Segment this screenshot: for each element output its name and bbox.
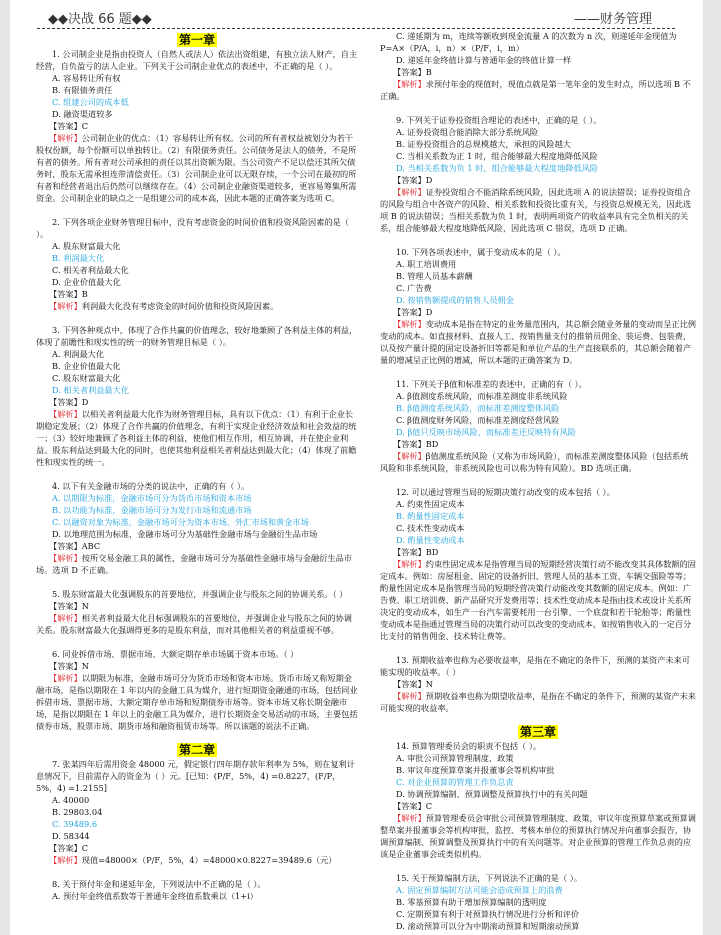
left-column: [36, 32, 358, 902]
right-column: [380, 30, 696, 932]
question-3: [36, 324, 358, 468]
question-15: [380, 872, 696, 932]
option-d: D. 按销售额提成的销售人员佣金: [396, 295, 514, 305]
explanation: 【解析】公司制企业的优点：（1）容易转让所有权。公司的所有者权益被划分为若干股权份额，每个份额可以单独转让。（2）有限债务责任。公司债务是法人的债务，不是所有者的债务。所有者对公司承担的责任以其出资额为限。当公司资产不足以偿还其所欠债务时，股东无需承担连带清偿责任。（3）公司制企业可以无限存续，一个公司在最初的所有者和经营者退出后仍然可以继续存在。（4）公司制企业融资渠道较多，更容易筹集所需资金。公司制企业的缺点之一是组建公司的成本高，因此本题的正确答案为选项 C。: [36, 133, 357, 203]
answer: 【答案】ABC: [49, 541, 101, 551]
option-a: A. 预付年金终值系数等于普通年金终值系数乘以（1+i）: [52, 891, 258, 901]
explanation: 【解析】β值测度系统风险（又称为市场风险），而标准差测度整体风险（包括系统风险和非系统风险，非系统风险也可以称为特有风险）。BD 选项正确。: [380, 451, 689, 473]
answer: 【答案】D: [49, 397, 89, 407]
explanation: 【解析】约束性固定成本是指管理当局的短期经营决策行动不能改变其具体数额的固定成本。例如：房屋租金、固定的设备折旧、管理人员的基本工资、车辆交强险等等；酌量性固定成本是指管理当局的短期经营决策行动能改变其数额的固定成本。例如：广告费、职工培训费、新产品研究开发费用等；技术性变动成本是指由技术或设计关系所决定的变动成本，如生产一台汽车需要耗用一台引擎、一个底盘和若干轮胎等；酌量性变动成本是指通过管理当局的决策行动可以改变的变动成本，如按销售收入的一定百分比支付的销售佣金、技术转让费等。: [380, 559, 696, 641]
question-11: [380, 378, 696, 474]
option-b: B. 酌量性固定成本: [396, 511, 465, 521]
explanation: 【解析】以相关者利益最大化作为财务管理目标，具有以下优点：（1）有利于企业长期稳定发展；（2）体现了合作共赢的价值理念，有利于实现企业经济效益和社会效益的统一；（3）较好地兼顾了各利益主体的利益，使他们相互作用，相互协调，并在使企业利益、股东利益达到最大化的同时，也使其他利益相关者利益达到最大化；（4）体现了前瞻性和现实性的统一。: [36, 409, 357, 467]
option-c: C. 定期预算有利于对预算执行情况进行分析和评价: [396, 909, 580, 919]
explanation: 【解析】按所交易金融工具的属性，金融市场可分为基础性金融市场与金融衍生品市场。选项 D 不正确。: [36, 553, 352, 575]
explanation: 【解析】变动成本是指在特定的业务量范围内，其总额会随业务量的变动而呈正比例变动的成本。如直接材料、直接人工、按销售量支付的推销员佣金、装运费、包装费，以及按产量计提的固定设备折旧等都是和单位产品的生产直接联系的，其总额会随着产量的增减呈正比例的增减，所以本题的正确答案为 D。: [380, 319, 696, 365]
option-d: D. 58344: [52, 831, 90, 841]
answer: 【答案】BD: [393, 547, 439, 557]
question-12: [380, 486, 696, 642]
question-stem: 8. 关于预付年金和递延年金，下列说法中不正确的是（ ）。: [52, 879, 266, 889]
option-d: D. 酌量性变动成本: [396, 535, 465, 545]
answer: 【答案】D: [393, 175, 433, 185]
question-14: [380, 740, 696, 860]
answer: 【答案】N: [393, 679, 433, 689]
page-gutter: [703, 0, 712, 935]
option-d: D. 相关者利益最大化: [52, 385, 129, 395]
explanation: 【解析】相关者利益最大化目标强调股东的首要地位，并强调企业与股东之间的协调关系。股东财富最大化强调得更多的是股东利益，而对其他相关者的利益重视不够。: [36, 613, 352, 635]
question-stem: 15. 关于预算编制方法，下列说法不正确的是（ ）。: [396, 873, 583, 883]
header-title: ◆◆决战 66 题◆◆: [48, 12, 152, 27]
option-b: B. 管理人员基本薪酬: [396, 271, 473, 281]
question-7: [36, 758, 358, 866]
option-b: B. 零基预算有助于增加预算编制的透明度: [396, 897, 547, 907]
option-c: C. 相关者利益最大化: [52, 265, 129, 275]
question-stem: 2. 下列各项企业财务管理目标中，没有考虑资金的时间价值和投资风险因素的是（ ）。: [36, 217, 349, 239]
option-a: A. 容易转让所有权: [52, 73, 121, 83]
question-stem: 7. 张某四年后需用资金 48000 元，假定银行四年期存款年利率为 5%，则在复利计息情况下，目前需存入的资金为（ ）元。[已知：(P/F，5%，4) =0.8227，(F/P，5%，4) =1.2155]: [36, 759, 355, 793]
option-b: B. β值测度系统风险，而标准差测度整体风险: [396, 403, 560, 413]
option-b: B. 审议年度预算草案并报董事会等机构审批: [396, 765, 555, 775]
question-1: [36, 48, 358, 204]
option-a: A. 利润最大化: [52, 349, 105, 359]
option-b: B. 利润最大化: [52, 253, 105, 263]
chapter-heading: 第三章: [519, 725, 556, 739]
option-b: B. 证券投资组合的总规模越大，承担的风险越大: [396, 139, 571, 149]
option-a: A. β值测度系统风险，而标准差测度非系统风险: [396, 391, 568, 401]
option-a: A. 固定预算编制方法可能会造成预算上的浪费: [396, 885, 563, 895]
question-6: [36, 648, 358, 732]
question-4: [36, 480, 358, 576]
option-d: D. 融资渠道较多: [52, 109, 113, 119]
question-stem: 6. 同业拆借市场、票据市场、大额定期存单市场属于资本市场。（ ）: [52, 649, 299, 659]
option-d: D. 当相关系数为负 1 时，组合能够最大程度地降低风险: [396, 163, 599, 173]
option-d: D. 企业价值最大化: [52, 277, 121, 287]
option-d: D. 滚动预算可以分为中期滚动预算和短期滚动预算: [396, 921, 580, 931]
chapter-heading: 第二章: [178, 743, 215, 757]
question-stem: 9. 下列关于证券投资组合理论的表述中，正确的是（ ）。: [396, 115, 602, 125]
question-9: [380, 114, 696, 234]
explanation: 【解析】现值=48000×（P/F，5%，4）=48000×0.8227=39489.6（元）: [49, 855, 337, 865]
question-stem: 11. 下列关于β值和标准差的表述中，正确的有（ ）。: [396, 379, 587, 389]
answer: 【答案】N: [49, 661, 89, 671]
option-a: A. 约束性固定成本: [396, 499, 465, 509]
question-stem: 13. 预期收益率也称为必要收益率，是指在不确定的条件下，预测的某资产未来可能实现的收益率。（ ）: [380, 655, 690, 677]
answer: 【答案】D: [393, 307, 433, 317]
question-stem: 3. 下列各种观点中，体现了合作共赢的价值理念，较好地兼顾了各利益主体的利益，体现了前瞻性和现实性的统一的财务管理目标是（ ）。: [36, 325, 358, 347]
option-d: D. 递延年金终值计算与普通年金的终值计算一样: [396, 55, 572, 65]
answer: 【答案】B: [49, 289, 88, 299]
answer: 【答案】N: [49, 601, 89, 611]
option-a: A. 40000: [52, 795, 90, 805]
question-stem: 5. 股东财富最大化强调股东的首要地位，并强调企业与股东之间的协调关系。（ ）: [52, 589, 348, 599]
question-stem: 1. 公司制企业是指由投资人（自然人或法人）依法出资组建，有独立法人财产，自主经营，自负盈亏的法人企业。下列关于公司制企业优点的表述中，不正确的是（ ）。: [36, 49, 358, 71]
option-a: A. 职工培训费用: [396, 259, 457, 269]
question-10: [380, 246, 696, 366]
question-stem: 10. 下列各项表述中，属于变动成本的是（ ）。: [396, 247, 566, 257]
option-a: A. 审批公司预算管理制度、政策: [396, 753, 514, 763]
option-b: B. 29803.04: [52, 807, 103, 817]
question-13: [380, 654, 696, 714]
option-b: B. 以功能为标准，金融市场可分为发行市场和流通市场: [52, 505, 252, 515]
option-a: A. 股东财富最大化: [52, 241, 121, 251]
answer: 【答案】B: [393, 67, 432, 77]
explanation: 【解析】预算管理委员会审批公司预算管理制度、政策，审议年度预算草案或预算调整草案并报董事会等机构审批，监控、考核本单位的预算执行情况并向董事会报告，协调预算编制、预算调整及预算执行中的有关问题等。对企业预算的管理工作负总责的应该是企业董事会或类似机构。: [380, 813, 696, 859]
option-c: C. β值测度财务风险，而标准差测度经营风险: [396, 415, 560, 425]
question-2: [36, 216, 358, 312]
option-d: D. 协调预算编制、预算调整及预算执行中的有关问题: [396, 789, 588, 799]
option-c: C. 广告费: [396, 283, 432, 293]
option-c: C. 对企业预算的管理工作负总责: [396, 777, 514, 787]
question-5: [36, 588, 358, 636]
question-8-continued: [380, 30, 696, 102]
question-8: [36, 878, 358, 902]
header-subject: ——财务管理: [573, 12, 652, 27]
answer: 【答案】BD: [393, 439, 439, 449]
option-c: C. 39489.6: [52, 819, 98, 829]
option-a: A. 证券投资组合能消除大部分系统风险: [396, 127, 539, 137]
question-stem: 14. 预算管理委员会的职责不包括（ ）。: [396, 741, 542, 751]
explanation: 【解析】预期收益率也称为期望收益率，是指在不确定的条件下，预测的某资产未来可能实现的收益率。: [380, 691, 696, 713]
option-b: B. 有限债务责任: [52, 85, 113, 95]
question-stem: 12. 可以通过管理当局的短期决策行动改变的成本包括（ ）。: [396, 487, 615, 497]
option-c: C. 股东财富最大化: [52, 373, 121, 383]
option-c: C. 技术性变动成本: [396, 523, 465, 533]
option-b: B. 企业价值最大化: [52, 361, 121, 371]
answer: 【答案】C: [393, 801, 433, 811]
option-c: C. 组建公司的成本低: [52, 97, 129, 107]
answer: 【答案】C: [49, 121, 89, 131]
document-page: [10, 0, 712, 935]
question-stem: 4. 以下有关金融市场的分类的说法中，正确的有（ ）。: [52, 481, 250, 491]
explanation: 【解析】证券投资组合不能消除系统风险，因此选项 A 的说法错误；证券投资组合的风险与组合中各资产的风险、相关系数和投资比重有关，与投资总规模无关，因此选项 B 的说法错误；当相关系数为负 1 时，表明两项资产的收益率具有完全负相关的关系，组合能够最大程度地降低风险，因此选项 C 错误，选项 D 正确。: [380, 187, 692, 233]
option-a: A. 以期限为标准，金融市场可分为货币市场和资本市场: [52, 493, 252, 503]
option-c: C. 当相关系数为正 1 时，组合能够最大程度地降低风险: [396, 151, 598, 161]
option-d: D. 以地理范围为标准，金融市场可分为基础性金融市场与金融衍生品市场: [52, 529, 318, 539]
explanation: 【解析】利润最大化没有考虑资金的时间价值和投资风险因素。: [49, 301, 279, 311]
option-c: C. 以融资对象为标准，金融市场可分为资本市场、外汇市场和黄金市场: [52, 517, 309, 527]
explanation: 【解析】以期限为标准，金融市场可分为货币市场和资本市场。货币市场又称短期金融市场，是指以期限在 1 年以内的金融工具为媒介，进行短期资金融通的市场，包括同业拆借市场、票据市场、大额定期存单市场和短期债券市场等。资本市场又称长期金融市场，是指以期限在 1 年以上的金融工具为媒介，进行长期资金交易活动的市场，主要包括债券市场、股票市场、期货市场和融资租赁市场等。所以该题的说法不正确。: [36, 673, 358, 731]
answer: 【答案】C: [49, 843, 89, 853]
header-divider: [37, 28, 675, 29]
option-d: D. β值只反映市场风险，而标准差还反映特有风险: [396, 427, 576, 437]
chapter-heading: 第一章: [178, 33, 215, 47]
explanation: 【解析】求预付年金的现值时，现值点就是第一笔年金的发生时点，所以选项 B 不正确。: [380, 79, 691, 101]
option-c: C. 递延期为 m，连续等额收到现金流量 A 的次数为 n 次，则递延年金现值为 P=A×（P/A，i，n）×（P/F，i，m）: [380, 31, 677, 53]
